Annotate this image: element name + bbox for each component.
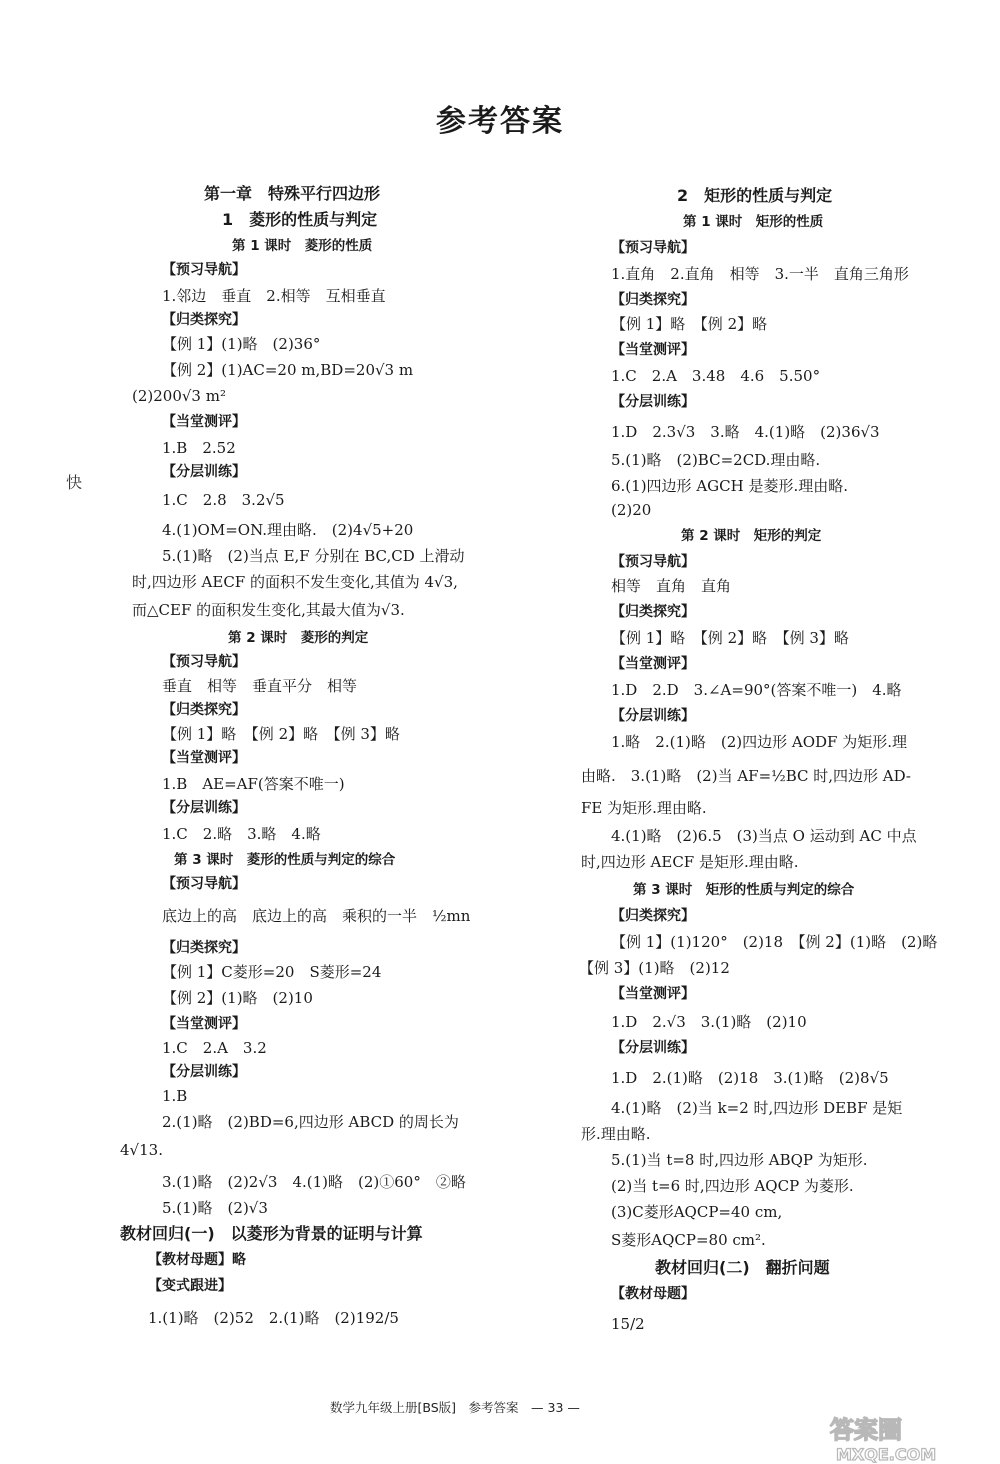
- right-line-1: 第 1 课时 矩形的性质: [683, 214, 824, 230]
- right-line-0: 2 矩形的性质与判定: [677, 186, 833, 205]
- right-line-30: 【当堂测评】: [611, 986, 695, 1002]
- right-line-34: 4.(1)略 (2)当 k=2 时,四边形 DEBF 是矩: [611, 1099, 903, 1117]
- right-line-32: 【分层训练】: [611, 1040, 695, 1056]
- left-line-35: 1.B: [162, 1087, 188, 1105]
- left-line-31: 【例 2】(1)略 (2)10: [162, 989, 313, 1007]
- left-line-38: 3.(1)略 (2)2√3 4.(1)略 (2)①60° ②略: [162, 1173, 466, 1191]
- left-line-16: 而△CEF 的面积发生变化,其最大值为√3.: [132, 601, 405, 619]
- left-line-39: 5.(1)略 (2)√3: [162, 1199, 268, 1217]
- left-line-43: 1.(1)略 (2)52 2.(1)略 (2)192/5: [148, 1309, 399, 1327]
- left-line-19: 垂直 相等 垂直平分 相等: [162, 677, 358, 695]
- left-line-15: 时,四边形 AECF 的面积不发生变化,其值为 4√3,: [132, 573, 458, 591]
- left-line-9: 【当堂测评】: [162, 414, 246, 430]
- left-line-20: 【归类探究】: [162, 702, 246, 718]
- left-line-7: 【例 2】(1)AC=20 m,BD=20√3 m: [162, 361, 414, 379]
- left-line-2: 第 1 课时 菱形的性质: [232, 238, 373, 254]
- right-line-40: 教材回归(二) 翻折问题: [655, 1258, 830, 1277]
- page-footer: 数学九年级上册[BS版] 参考答案 — 33 —: [330, 1400, 580, 1415]
- right-line-12: (2)20: [611, 501, 652, 519]
- right-line-19: 1.D 2.D 3.∠A=90°(答案不唯一) 4.略: [611, 681, 902, 699]
- right-line-20: 【分层训练】: [611, 708, 695, 724]
- left-line-32: 【当堂测评】: [162, 1016, 246, 1032]
- left-line-27: 【预习导航】: [162, 876, 246, 892]
- left-line-23: 1.B AE=AF(答案不唯一): [162, 775, 345, 793]
- left-line-0: 第一章 特殊平行四边形: [204, 184, 381, 203]
- left-line-6: 【例 1】(1)略 (2)36°: [162, 335, 321, 353]
- right-line-2: 【预习导航】: [611, 240, 695, 256]
- left-line-10: 1.B 2.52: [162, 439, 236, 457]
- right-line-31: 1.D 2.√3 3.(1)略 (2)10: [611, 1013, 807, 1031]
- right-line-28: 【例 1】(1)120° (2)18 【例 2】(1)略 (2)略: [611, 933, 938, 951]
- right-line-8: 【分层训练】: [611, 394, 695, 410]
- right-line-42: 15/2: [611, 1315, 645, 1333]
- right-line-35: 形.理由略.: [581, 1125, 651, 1143]
- right-line-41: 【教材母题】: [611, 1286, 695, 1302]
- right-line-37: (2)当 t=6 时,四边形 AQCP 为菱形.: [611, 1177, 854, 1195]
- right-line-29: 【例 3】(1)略 (2)12: [579, 959, 730, 977]
- right-line-39: S菱形AQCP=80 cm².: [611, 1231, 766, 1249]
- page-title: 参考答案: [436, 104, 564, 139]
- right-line-33: 1.D 2.(1)略 (2)18 3.(1)略 (2)8√5: [611, 1069, 889, 1087]
- right-line-25: 时,四边形 AECF 是矩形.理由略.: [581, 853, 799, 871]
- watermark-logo: [822, 1408, 992, 1464]
- right-line-24: 4.(1)略 (2)6.5 (3)当点 O 运动到 AC 中点: [611, 827, 917, 845]
- left-line-34: 【分层训练】: [162, 1064, 246, 1080]
- left-line-25: 1.C 2.略 3.略 4.略: [162, 825, 321, 843]
- left-line-8: (2)200√3 m²: [132, 387, 226, 405]
- left-line-42: 【变式跟进】: [148, 1278, 232, 1294]
- right-line-9: 1.D 2.3√3 3.略 4.(1)略 (2)36√3: [611, 423, 880, 441]
- left-line-29: 【归类探究】: [162, 940, 246, 956]
- right-line-3: 1.直角 2.直角 相等 3.一半 直角三角形: [611, 265, 909, 283]
- right-line-23: FE 为矩形.理由略.: [581, 799, 707, 817]
- right-line-38: (3)C菱形AQCP=40 cm,: [611, 1203, 783, 1221]
- right-line-11: 6.(1)四边形 AGCH 是菱形.理由略.: [611, 477, 849, 495]
- svg-text:答案圈: 答案圈: [830, 1416, 902, 1444]
- right-line-26: 第 3 课时 矩形的性质与判定的综合: [633, 882, 855, 898]
- right-line-16: 【归类探究】: [611, 604, 695, 620]
- left-line-22: 【当堂测评】: [162, 750, 246, 766]
- left-line-36: 2.(1)略 (2)BD=6,四边形 ABCD 的周长为: [162, 1113, 459, 1131]
- left-line-14: 5.(1)略 (2)当点 E,F 分别在 BC,CD 上滑动: [162, 547, 465, 565]
- right-line-21: 1.略 2.(1)略 (2)四边形 AODF 为矩形.理: [611, 733, 907, 751]
- left-line-24: 【分层训练】: [162, 800, 246, 816]
- svg-text:MXQE.COM: MXQE.COM: [836, 1445, 937, 1464]
- left-line-28: 底边上的高 底边上的高 乘积的一半 ½mn: [162, 907, 471, 925]
- left-line-40: 教材回归(一) 以菱形为背景的证明与计算: [120, 1224, 423, 1243]
- right-line-10: 5.(1)略 (2)BC=2CD.理由略.: [611, 451, 821, 469]
- right-line-4: 【归类探究】: [611, 292, 695, 308]
- right-line-36: 5.(1)当 t=8 时,四边形 ABQP 为矩形.: [611, 1151, 868, 1169]
- right-line-17: 【例 1】略 【例 2】略 【例 3】略: [611, 629, 849, 647]
- right-line-27: 【归类探究】: [611, 908, 695, 924]
- left-line-30: 【例 1】C菱形=20 S菱形=24: [162, 963, 382, 981]
- left-line-11: 【分层训练】: [162, 464, 246, 480]
- left-line-13: 4.(1)OM=ON.理由略. (2)4√5+20: [162, 521, 414, 539]
- left-line-21: 【例 1】略 【例 2】略 【例 3】略: [162, 725, 400, 743]
- left-line-3: 【预习导航】: [162, 262, 246, 278]
- left-line-5: 【归类探究】: [162, 312, 246, 328]
- left-line-1: 1 菱形的性质与判定: [222, 210, 378, 229]
- left-line-26: 第 3 课时 菱形的性质与判定的综合: [174, 852, 396, 868]
- side-mark: 快: [66, 473, 83, 492]
- left-line-33: 1.C 2.A 3.2: [162, 1039, 267, 1057]
- right-line-14: 【预习导航】: [611, 554, 695, 570]
- right-line-18: 【当堂测评】: [611, 656, 695, 672]
- right-line-15: 相等 直角 直角: [611, 577, 732, 595]
- right-line-22: 由略. 3.(1)略 (2)当 AF=½BC 时,四边形 AD-: [581, 767, 911, 785]
- right-line-6: 【当堂测评】: [611, 342, 695, 358]
- left-line-37: 4√13.: [120, 1141, 163, 1159]
- left-line-17: 第 2 课时 菱形的判定: [228, 630, 369, 646]
- left-line-18: 【预习导航】: [162, 654, 246, 670]
- left-line-4: 1.邻边 垂直 2.相等 互相垂直: [162, 287, 386, 305]
- right-line-13: 第 2 课时 矩形的判定: [681, 528, 822, 544]
- right-line-7: 1.C 2.A 3.48 4.6 5.50°: [611, 367, 821, 385]
- left-line-41: 【教材母题】略: [148, 1252, 246, 1268]
- right-line-5: 【例 1】略 【例 2】略: [611, 315, 768, 333]
- left-line-12: 1.C 2.8 3.2√5: [162, 491, 285, 509]
